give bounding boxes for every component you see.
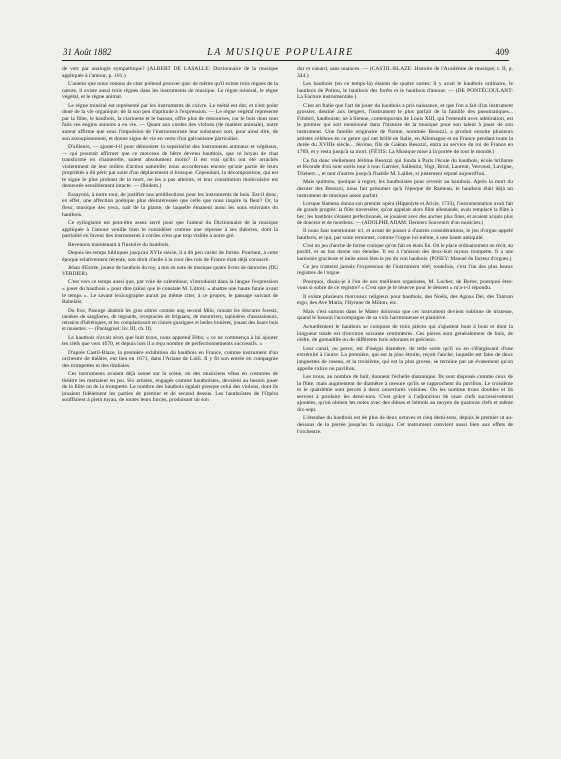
paragraph: Actuellement le hautbois se compose de trois pièces qui s'ajustent bout à bout et dont la longueur totale est d'environ soixante centimètres. Ces pièces sont généralement de buis, de cèdre, de grenadille ou de différents bois odorants et précieux. — [297, 324, 513, 344]
paragraph: Les trous, au nombre de huit, donnent l'échelle diatonique. Ils sont disposés comme ceux de la flûte, mais augmentent de diamètre à mesure qu'ils se rapprochent du pavillon. Le troisième et le quatrième sont percés à deux ouvertures voisines. On les nomme trous doubles et ils servent à produire les demi-tons. C'est grâce à l'adjonction de onze clefs successivement ajoutées, qu'on obtient les notes avec des dièses et bémols au moyen de quatorze clefs et même dix-sept. — [297, 374, 513, 413]
paragraph: C'est en Italie que l'art de jouer du hautbois a pris naissance, et que l'on a fait d'un instrument grossier, destiné aux bergers, l'instrument le plus parfait de la famille des pneumatiques... Filidori, hautboïste, né à Sienne, contemporain de Louis XIII, qui l'entendit avec admiration, est le premier qui soit mentionné dans l'histoire de la musique pour son talent à jouer de son instrument. Une famille originaire de Parme, nommée Besozzi, a produit ensuite plusieurs artistes célèbres en ce genre qui ont brillé en Italie, en Allemagne et en France pendant toute la durée du XVIIIe siècle... Jérome, fils de Gaëtan Besozzi, entra au service du roi de France en 1769, et y resta jusqu'à sa mort. (FÉTIS: La Musique mise à la portée de tout le monde.) — [297, 102, 513, 155]
paragraph: de vert par analogie sympathique? (ALBERT DE LASALLE: Dictionnaire de la musique appliquée à l'amour, p. 161.) — [62, 66, 278, 79]
paragraph: L'auteur que nous venons de citer prétend prouver que: de même qu'il existe trois règnes de la nature, il existe aussi trois règnes dans les instruments de musique. Le règne minéral, le règne végétal, et le règne animal. — [62, 80, 278, 101]
paragraph: Du froc, Panurge abattoit les gros arbres comme ung second Milo, ruinant les obscures forestz, tanières de sanglieres, de regnards, receptacles de briguans, de meurtriers, tapinières d'assassineurs, retraicts d'hérétiques, et les complanissoit en claires guarigues et belles bruières, jouant des hauts bois et musettes. — (Pantagruel; liv. III, ch. II). — [62, 307, 278, 333]
paragraph: Il existe plusieurs morceaux religieux pour hautbois, des Noëls, des Agnus Dei, des Tantum ergo, des Ave Maria, l'Hymne de Milton, etc. — [297, 293, 513, 307]
paragraph: Jehan d'Estrée, joueur de hautbois du roy, a mis en note de musique quatre livres de danceries (DU VERDIER). — [62, 265, 278, 278]
paragraph: C'est un jeu d'anche de forme conique qu'on fait en étain fin. On le place ordinairement au récit, au positif, et au bas donne son étendue. Il est à l'unisson des deux-huit tuyaux trompette. Il a une harmonie gracieuse et imite assez bien le jeu du vrai hautbois. (POSEY: Manuel du facteur d'orgues.) — [297, 242, 513, 262]
page-number: 409 — [495, 47, 509, 57]
paragraph: Le règne minéral est représenté par les instruments de cuivre. Le métal est dur, et n'est point doué de la vie organique; de là son peu d'aptitude à l'expression. — Le règne végétal représenté par la flûte, le hautbois, la clarinette et le basson, offre plus de ressources, car le bois dont sont faits ces engins sonores a eu vie. — Quant aux cordes des violons (de matière animale), notre auteur affirme que sous l'impulsion de l'instrumentiste leur substance sort, pour ainsi dire, de son assoupissement, et donne signe de vie en vertu d'un galvanisme particulier. — [62, 102, 278, 142]
paragraph: Leur canal, ou perce, est d'inégal diamètre, de telle sorte qu'il va en s'élargissant d'une extrémité à l'autre. La première, qui est la plus étroite, reçoit l'anche, laquelle est faite de deux languettes de roseau, et la troisième, qui est la plus grosse, se termine par un évasement qu'on appelle calice ou pavillon. — [297, 345, 513, 372]
paragraph: Ce fut donc réellement Jérôme Besozzi qui fonda à Paris l'école du hautbois, école brillante et féconde d'où sont sortis tour à tour Garnier, Sallentin, Vogt, Brod, Laurent, Verroust, Lavigne, Triebert..., et tant d'autres jusqu'à l'habile M. Lalliet, si justement réputé aujourd'hui. — [297, 157, 513, 177]
header-date: 31 Août 1882 — [63, 47, 112, 57]
paragraph: Lorsque Rameau donna son premier opéra (Hippolyte et Aricie, 1733), l'instrumentation avait fait de grands progrès: la flûte traversière, qu'on appelait alors flûte allemande, avait remplacé la flûte à bec; les hautbois s'étaient perfectionnés, se jouaient avec des anches plus fines, et avaient acquis plus de douceur et de moelleux. — (ADOLPHE ADAM: Derniers Souvenirs d'un musicien.) — [297, 200, 513, 226]
paragraph: Mais c'est surtout dans le Mater dolorosa que cet instrument devient sublime de tristesse, quand le basson l'accompagne de sa voix harmonieuse et plaintive. — [297, 308, 513, 322]
paragraph: Essayons, à notre tour, de justifier nos prédilections pour les instruments de bois. Est-il donc, en effet, une affection poétique plus désintéressée que celle que nous inspire la fleur? Or, la fleur, musique des yeux, naît de la plante, de laquelle émanent aussi les sons enivrants du hautbois. — [62, 191, 278, 218]
paragraph: C'est vers ce temps aussi que, par voie de calembour, s'introduisit dans la langue l'expression « jouer du hautbois » pour dire (ainsi que le constate M. Littré): « abattre une haute futaie avant le temps ». Le savant lexicographe aurait pu même citer, à ce propos, le passage suivant de Rabelais: — [62, 279, 278, 306]
right-column — [297, 66, 513, 437]
paragraph: dur et canard, sans nuances. — (CASTIL-BLAZE: Histoire de l'Académie de musique; t. II, p. 344.) — [297, 66, 513, 79]
paragraph: Ce syllogisme est peut-être assez serré pour que l'auteur du Dictionnaire de la musique appliquée à l'amour veuille bien le considérer comme une réponse à ses théories, dont la partialité en faveur des instruments à cordes n'est que trop visible à notre gré. — [62, 220, 278, 240]
paragraph: Mais quittons, quoique à regret, les hautboïstes pour revenir au hautbois. Après la mort du dernier des Besozzi, nous fait présumer qu'à l'époque de Rameau, le hautbois était déjà un instrument de musique assez parfait. — [297, 179, 513, 199]
paragraph: Les hautbois (en ce temps-là) étaient de quatre sortes: il y avait le hautbois ordinaire, le hautbois de Poitou, le hautbois des forêts et le hautbois d'amour. — (DE PONTÉCOULANT: La Facture instrumentale.) — [297, 80, 513, 101]
paragraph: D'après Castil-Blaze, la première exhibition du hautbois en France, comme instrument d'un orchestre de théâtre, eut lieu en 1671, dans l'Ariane de Lulli. Il y fit son entrée en compagnie des trompettes et des timbales. — [62, 349, 278, 369]
paragraph: Pourquoi, disais-je à l'un de nos meilleurs organistes, M. Locher, de Berne, pourquoi êtes-vous si sobre de ce registre? « C'est que je le réserve pour le dessert » m'a-t-il répondu. — [297, 278, 513, 292]
paragraph: Ce jeu n'atteint jamais l'expression de l'instrument réel; toutefois, c'est l'un des plus beaux registres de l'orgue. — [297, 263, 513, 277]
header-title: LA MUSIQUE POPULAIRE — [207, 47, 354, 58]
paragraph: Revenons maintenant à l'histoire du hautbois. — [68, 241, 170, 248]
paragraph: L'étendue du hautbois est de plus de deux octaves et cinq demi-tons, depuis le premier ut au-dessous de la portée jusqu'au fa suraigu. Cet instrument convient aussi bien aux effets de l'orchestre. — [297, 415, 513, 435]
header-rule — [62, 60, 509, 61]
paragraph: Le hautbois n'avait alors que huit trous, nous apprend Fétis; « ce ne commença à lui ajouter les clefs que vers 1670, et depuis lors il a reçu nombre de perfectionnements successifs. » — [62, 334, 278, 348]
paragraph: Il nous faut mentionner ici, et avant de passer à d'autres considérations, le jeu d'orgue appelé hautbois, et qui, par suite remonter, comme l'orgue lui-même, à une haute antiquité. — [297, 227, 513, 241]
paragraph: Depuis les temps bibliques jusqu'au XVIe siècle, il a dû peu varier de forme. Pourtant, à cette époque relativement récente, son droit d'asile à la cour des rois de France était déjà consacré. — [62, 250, 278, 263]
paragraph: D'ailleurs, — ajoute-t-il pour démontrer la supériorité des instruments animaux et végétaux, — qui pourrait affirmer que ce morceau de hêtre devenu hautbois, que ce boyau de chat transformé en chanterelle, soient absolument morts? Il est vrai qu'ils ont été arrachés violemment de leur milieu d'action naturelle; nous accorderons encore qu'une partie de leurs propriétés a dû périr par suite d'un déplacement si brusque. Cependant, la décomposition, qui est le signe le plus probant de la mort, ne les a pas atteints, et leur constitution moléculaire est demeurée sensiblement intacte. — (Ibidem.) — [62, 143, 278, 190]
left-column — [62, 66, 278, 406]
paragraph: Ces instruments avaient déjà sonné sur la scène, où des musiciens vêtus en costumes de théâtre les mettaient en jeu. Six artistes, engagés comme hautboïstes, devaient au besoin jouer de la flûte ou de la trompette. Le nombre des hautbois égalait presque celui des violons, dont ils jouaient fidèlement les parties de premier et de second dessus. Les hautboïstes de l'Opéra soufflaient à plein tuyau, de toutes leurs forces, produisant un son — [62, 371, 278, 404]
